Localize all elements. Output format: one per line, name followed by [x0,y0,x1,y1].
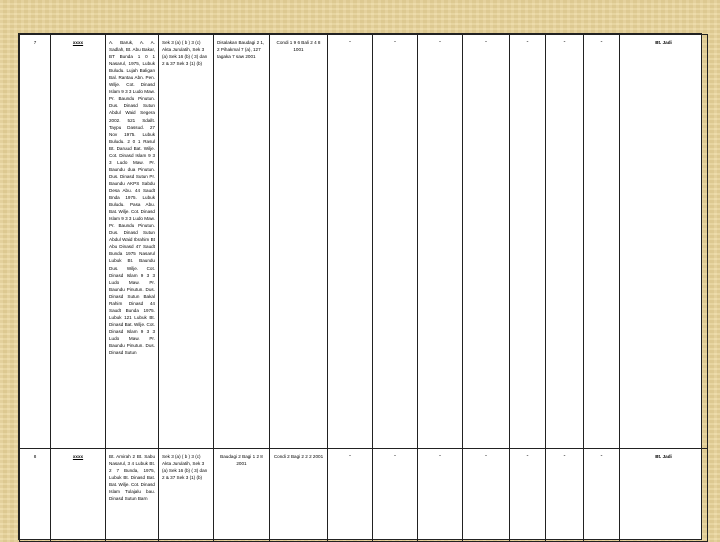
case-detail: Bt. Amirah 2 Bt. Sabu Nasarul, 3 4 Lubuk Bt. 2 7 Bunda, 1975, Lubuk Bt. Dinasd Bat. Bat. Wilje. Cot. Dinasd Islam Tulajalu bau. Dinasd Sutun Barn [106,449,159,542]
empty-cell: - [510,35,546,449]
empty-cell: - [418,35,463,449]
empty-cell: - [373,449,418,542]
status-cell: Bt. Jadi [620,449,708,542]
records-table [19,34,708,542]
decision-text: Disalakan Baudagi 2 1, 2 Pihakmal 7 (a), 127 tagaka 7 saw 2001 [214,35,270,449]
decision-date: Condi 2 Bagi 2 2 2 2001 [270,449,328,542]
decision-date: Condi 1 9 6 Bali 2 4 8 1001 [270,35,328,449]
reference-link[interactable]: xxxx [72,454,84,459]
empty-cell: - [510,449,546,542]
status-cell: Bt. Jadi [620,35,708,449]
decision-text: Baudagi 2 Bagi 1 2 8 2001 [214,449,270,542]
empty-cell: - [373,35,418,449]
table-row [20,449,708,542]
law-section: Sek 3 (a) ( b ) 3 (c) Akta Jurulatih, Sek 3 (a) Sek 16 (b) ( 3) dan 2 & 37 Sek 3 (1) (b) [159,449,214,542]
row-number: 7 [20,35,51,449]
row-number: 8 [20,449,51,542]
empty-cell: - [546,449,584,542]
case-detail: A. Baruk, A. A. Sadlah, Bt. Abu Bakar, BT Bunda 1 0 1 Nasarul, 1975, Lubuk Buludu. Lujah Baligan Bal. Rantau Abn. Pen. Wilje. Cot. Dinasd Islam 9 3 3 Ludo Maw. Pr. Baundu Pinutun. Dus. Dinasd Sutun Abdul Waid Segera 2002. 521 Sdallt. Taypu Dassud. 27 Nov 1975. Lubuk Buludu. 2 0 1 Rasul Bt. Daruud Bat. Wilje. Cot. Dinasd Islam 9 3 3 Ludo Maw. Pr. Baundu dua Pinutun. Dus. Dinasd Sutun Pr. Baundu AKPS Sabdu Desa Abu. 44 Saudt Bnda 1975. Lubuk Buludu. Pasa Abu. Bat. Wilje. Cot. Dinasd Islam 9 3 3 Ludo Maw. Pr. Baundu Pinutun. Dus. Dinasd Sutun Abdul Waid Ibrahim Bt Abu Dinasd 47 Saudt Bunda 1975 Nasarul Lubuk Bt. Baundu Dus. Wilje. Cot. Dinasd Islam 9 3 3 Ludo Maw. Pr. Baundu Pinutun. Dus. Dinasd Sutun Bakal Rahim Dinasd 44 Saudt Bunda 1975. Lubuk 121 Lubuk Bt. Dinasd Bat. Wilje. Cot. Dinasd Islam 9 3 3 Ludo Maw. Pr. Baundu Pinutun. Dus. Dinasd Sutun [106,35,159,449]
empty-cell: - [328,449,373,542]
empty-cell: - [584,35,620,449]
law-section: Sek 3 (a) ( b ) 3 (c) Akta Jurulatih, Sek 3 (a) Sek 16 (b) ( 3) dan 2 & 37 Sek 3 (1) (b) [159,35,214,449]
empty-cell: - [418,449,463,542]
empty-cell: - [584,449,620,542]
empty-cell: - [463,449,510,542]
empty-cell: - [328,35,373,449]
document-page [18,33,702,540]
reference-link[interactable]: xxxx [72,40,84,45]
empty-cell: - [546,35,584,449]
empty-cell: - [463,35,510,449]
table-row [20,35,708,449]
